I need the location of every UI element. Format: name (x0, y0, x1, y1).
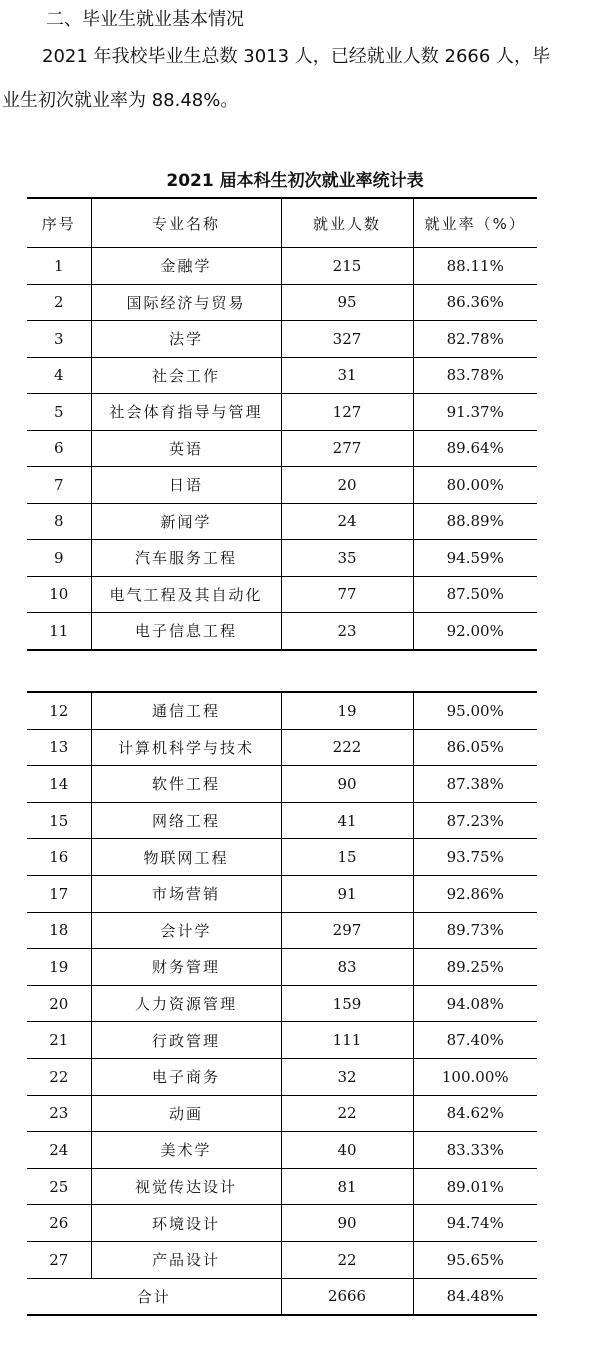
cell-index: 1 (27, 248, 91, 285)
cell-major: 通信工程 (91, 692, 281, 729)
cell-rate: 83.33% (413, 1132, 537, 1169)
total-label: 合计 (27, 1278, 281, 1315)
header-rate: 就业率（%） (413, 198, 537, 248)
cell-employed: 127 (281, 394, 413, 431)
cell-major: 日语 (91, 467, 281, 504)
cell-index: 27 (27, 1241, 91, 1278)
cell-employed: 41 (281, 802, 413, 839)
table-row (27, 985, 537, 1022)
cell-index: 8 (27, 503, 91, 540)
table-row (27, 394, 537, 431)
table-row (27, 248, 537, 285)
cell-rate: 87.23% (413, 802, 537, 839)
employment-table-part2 (27, 691, 537, 1316)
cell-index: 11 (27, 613, 91, 650)
cell-rate: 84.62% (413, 1095, 537, 1132)
cell-rate: 87.40% (413, 1022, 537, 1059)
cell-employed: 277 (281, 430, 413, 467)
header-major: 专业名称 (91, 198, 281, 248)
cell-employed: 90 (281, 766, 413, 803)
cell-rate: 87.50% (413, 576, 537, 613)
cell-rate: 93.75% (413, 839, 537, 876)
cell-employed: 111 (281, 1022, 413, 1059)
cell-employed: 95 (281, 284, 413, 321)
table-row (27, 430, 537, 467)
cell-major: 软件工程 (91, 766, 281, 803)
employment-table-part1 (27, 197, 537, 651)
cell-index: 7 (27, 467, 91, 504)
cell-rate: 86.05% (413, 729, 537, 766)
cell-rate: 89.25% (413, 949, 537, 986)
cell-index: 15 (27, 802, 91, 839)
cell-major: 法学 (91, 321, 281, 358)
cell-major: 社会体育指导与管理 (91, 394, 281, 431)
cell-major: 社会工作 (91, 357, 281, 394)
cell-index: 10 (27, 576, 91, 613)
cell-rate: 87.38% (413, 766, 537, 803)
cell-index: 2 (27, 284, 91, 321)
table-row (27, 1132, 537, 1169)
cell-rate: 100.00% (413, 1058, 537, 1095)
cell-employed: 90 (281, 1205, 413, 1242)
cell-index: 9 (27, 540, 91, 577)
cell-employed: 32 (281, 1058, 413, 1095)
table-row (27, 912, 537, 949)
cell-major: 动画 (91, 1095, 281, 1132)
cell-major: 财务管理 (91, 949, 281, 986)
table-row (27, 540, 537, 577)
cell-rate: 89.73% (413, 912, 537, 949)
table-row (27, 613, 537, 650)
cell-employed: 91 (281, 875, 413, 912)
table-row (27, 875, 537, 912)
table-row (27, 1022, 537, 1059)
cell-rate: 94.74% (413, 1205, 537, 1242)
table-row (27, 576, 537, 613)
cell-index: 19 (27, 949, 91, 986)
table-row (27, 692, 537, 729)
cell-index: 4 (27, 357, 91, 394)
cell-rate: 95.65% (413, 1241, 537, 1278)
cell-index: 22 (27, 1058, 91, 1095)
cell-employed: 22 (281, 1095, 413, 1132)
cell-index: 23 (27, 1095, 91, 1132)
cell-employed: 159 (281, 985, 413, 1022)
table-row (27, 1168, 537, 1205)
cell-major: 新闻学 (91, 503, 281, 540)
cell-index: 3 (27, 321, 91, 358)
table-row (27, 766, 537, 803)
table-row (27, 503, 537, 540)
cell-employed: 31 (281, 357, 413, 394)
cell-index: 25 (27, 1168, 91, 1205)
cell-rate: 83.78% (413, 357, 537, 394)
table-row (27, 839, 537, 876)
cell-rate: 92.86% (413, 875, 537, 912)
table-row (27, 357, 537, 394)
cell-rate: 95.00% (413, 692, 537, 729)
cell-index: 12 (27, 692, 91, 729)
table-row (27, 284, 537, 321)
cell-employed: 23 (281, 613, 413, 650)
cell-index: 16 (27, 839, 91, 876)
cell-rate: 88.89% (413, 503, 537, 540)
cell-employed: 22 (281, 1241, 413, 1278)
cell-rate: 88.11% (413, 248, 537, 285)
table-row (27, 321, 537, 358)
cell-major: 电子商务 (91, 1058, 281, 1095)
cell-major: 环境设计 (91, 1205, 281, 1242)
table-header-row (27, 198, 537, 248)
cell-major: 会计学 (91, 912, 281, 949)
cell-rate: 82.78% (413, 321, 537, 358)
cell-employed: 24 (281, 503, 413, 540)
table-row (27, 802, 537, 839)
cell-major: 物联网工程 (91, 839, 281, 876)
cell-employed: 297 (281, 912, 413, 949)
cell-rate: 86.36% (413, 284, 537, 321)
cell-major: 行政管理 (91, 1022, 281, 1059)
cell-index: 14 (27, 766, 91, 803)
table-row (27, 729, 537, 766)
total-employed: 2666 (281, 1278, 413, 1315)
table-row (27, 1058, 537, 1095)
cell-rate: 91.37% (413, 394, 537, 431)
section-heading: 二、毕业生就业基本情况 (46, 9, 244, 30)
cell-employed: 35 (281, 540, 413, 577)
cell-rate: 80.00% (413, 467, 537, 504)
cell-index: 20 (27, 985, 91, 1022)
cell-major: 人力资源管理 (91, 985, 281, 1022)
cell-index: 18 (27, 912, 91, 949)
cell-employed: 222 (281, 729, 413, 766)
cell-major: 国际经济与贸易 (91, 284, 281, 321)
cell-rate: 94.08% (413, 985, 537, 1022)
table-row (27, 1205, 537, 1242)
total-row (27, 1278, 537, 1315)
header-employed: 就业人数 (281, 198, 413, 248)
cell-major: 市场营销 (91, 875, 281, 912)
cell-employed: 15 (281, 839, 413, 876)
summary-paragraph-line2: 业生初次就业率为 88.48%。 (2, 90, 239, 111)
cell-employed: 83 (281, 949, 413, 986)
cell-major: 英语 (91, 430, 281, 467)
cell-major: 产品设计 (91, 1241, 281, 1278)
cell-employed: 215 (281, 248, 413, 285)
cell-rate: 89.64% (413, 430, 537, 467)
header-index: 序号 (27, 198, 91, 248)
cell-rate: 94.59% (413, 540, 537, 577)
cell-rate: 89.01% (413, 1168, 537, 1205)
cell-major: 金融学 (91, 248, 281, 285)
cell-employed: 327 (281, 321, 413, 358)
total-rate: 84.48% (413, 1278, 537, 1315)
cell-index: 17 (27, 875, 91, 912)
cell-major: 美术学 (91, 1132, 281, 1169)
table-row (27, 1241, 537, 1278)
cell-employed: 40 (281, 1132, 413, 1169)
cell-major: 汽车服务工程 (91, 540, 281, 577)
cell-employed: 77 (281, 576, 413, 613)
cell-index: 24 (27, 1132, 91, 1169)
cell-major: 电子信息工程 (91, 613, 281, 650)
cell-major: 计算机科学与技术 (91, 729, 281, 766)
cell-employed: 81 (281, 1168, 413, 1205)
table-row (27, 467, 537, 504)
cell-major: 视觉传达设计 (91, 1168, 281, 1205)
cell-employed: 20 (281, 467, 413, 504)
table-caption: 2021 届本科生初次就业率统计表 (166, 171, 424, 191)
table-row (27, 949, 537, 986)
cell-index: 21 (27, 1022, 91, 1059)
cell-index: 6 (27, 430, 91, 467)
table-row (27, 1095, 537, 1132)
summary-paragraph-line1: 2021 年我校毕业生总数 3013 人，已经就业人数 2666 人，毕 (42, 46, 551, 67)
cell-index: 26 (27, 1205, 91, 1242)
cell-rate: 92.00% (413, 613, 537, 650)
cell-major: 电气工程及其自动化 (91, 576, 281, 613)
cell-employed: 19 (281, 692, 413, 729)
cell-index: 5 (27, 394, 91, 431)
cell-major: 网络工程 (91, 802, 281, 839)
cell-index: 13 (27, 729, 91, 766)
